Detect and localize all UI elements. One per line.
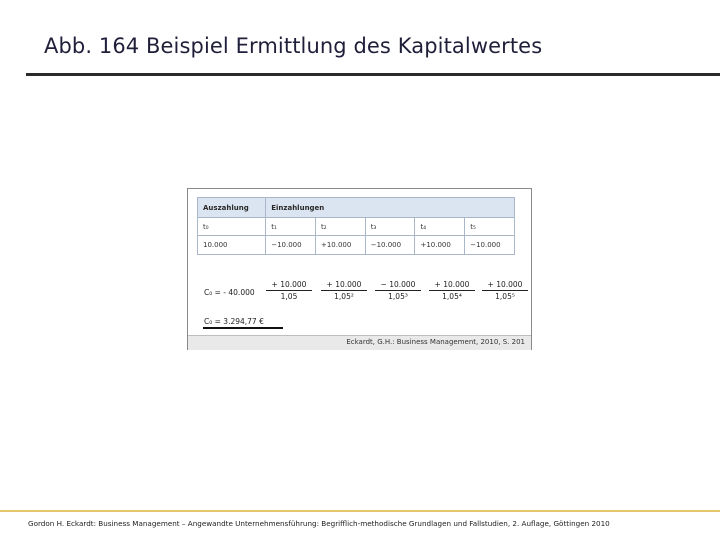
fraction-denominator: 1,05⁵: [495, 292, 515, 301]
fraction-numerator: + 10.000: [429, 280, 475, 291]
fraction-numerator: + 10.000: [321, 280, 367, 291]
period-cell: t₁: [266, 218, 316, 236]
period-cell: t₅: [465, 218, 515, 236]
period-cell: t₄: [415, 218, 465, 236]
table-row-periods: [198, 218, 515, 236]
period-cell: t₃: [365, 218, 415, 236]
figure-source-bar: [188, 335, 531, 350]
discount-fraction: [375, 280, 421, 301]
fraction-denominator: 1,05: [280, 292, 298, 301]
footer-citation: Gordon H. Eckardt: Business Management – Angewandte Unternehmensführung: Begrifflich-methodische Grundlagen und Fallstudien, 2. Auflage, Göttingen 2010: [28, 519, 610, 528]
discount-fraction: [429, 280, 475, 301]
c0-initial-term: C₀ = - 40.000: [204, 288, 255, 297]
period-cell: t₀: [198, 218, 266, 236]
cashflow-table: [197, 197, 515, 255]
value-cell: −10.000: [266, 236, 316, 255]
figure-source-citation: Eckardt, G.H.: Business Management, 2010, S. 201: [346, 338, 525, 346]
discount-fraction: [482, 280, 528, 301]
value-cell: −10.000: [365, 236, 415, 255]
discount-fraction: [321, 280, 367, 301]
value-cell: −10.000: [465, 236, 515, 255]
capital-value-result: C₀ = 3.294,77 €: [204, 317, 264, 326]
period-cell: t₂: [315, 218, 365, 236]
fraction-denominator: 1,05⁴: [442, 292, 462, 301]
fraction-denominator: 1,05²: [334, 292, 354, 301]
fraction-numerator: + 10.000: [266, 280, 312, 291]
header-inflows: Einzahlungen: [266, 198, 515, 218]
value-cell: +10.000: [315, 236, 365, 255]
table-header-row: [198, 198, 515, 218]
title-divider: [26, 73, 720, 76]
table-row-values: [198, 236, 515, 255]
footer-divider: [0, 510, 720, 512]
fraction-numerator: + 10.000: [482, 280, 528, 291]
fraction-numerator: − 10.000: [375, 280, 421, 291]
value-cell: +10.000: [415, 236, 465, 255]
slide-title: Abb. 164 Beispiel Ermittlung des Kapitalwertes: [44, 34, 543, 58]
capital-value-figure: [187, 188, 532, 350]
fraction-denominator: 1,05³: [388, 292, 408, 301]
value-cell: 10.000: [198, 236, 266, 255]
header-outflow: Auszahlung: [198, 198, 266, 218]
result-double-underline: [203, 327, 283, 329]
discount-fraction: [266, 280, 312, 301]
